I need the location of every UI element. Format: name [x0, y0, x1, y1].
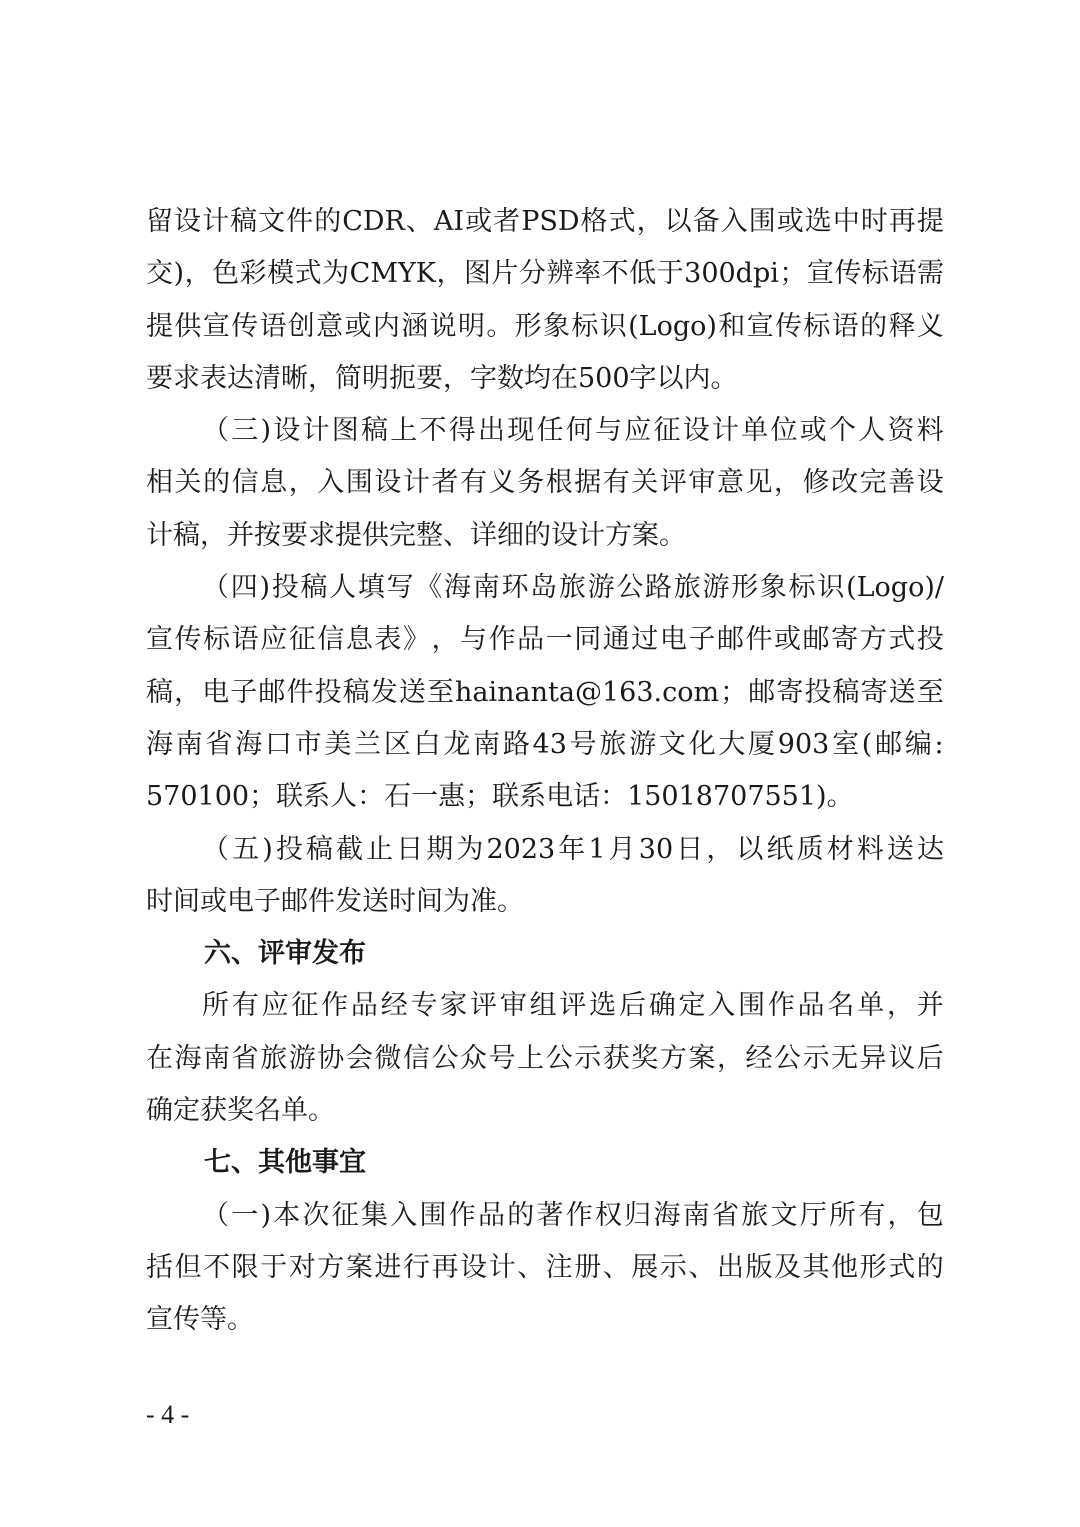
text-line: 海 南 省 海 口 市 美 兰 区 白 龙 南 路 43 号 旅 游 文 化 大 厦 903 室 ( 邮 编 : — [146, 728, 944, 760]
body-text — [146, 196, 944, 1347]
text-line: 确定获奖名单。 — [146, 1095, 335, 1127]
text-line: 稿 ， 电 子 邮 件 投 稿 发 送 至 hainanta@163.com ； 邮 寄 投 稿 寄 送 至 — [146, 676, 944, 708]
text-line: （ 一 ) 本 次 征 集 入 围 作 品 的 著 作 权 归 海 南 省 旅 文 厅 所 有 ， 包 — [202, 1199, 944, 1231]
text-line: 时间或电子邮件发送时间为准。 — [146, 885, 524, 917]
text-line: 在 海 南 省 旅 游 协 会 微 信 公 众 号 上 公 示 获 奖 方 案 ， 经 公 示 无 异 议 后 — [146, 1042, 944, 1074]
text-line: 所 有 应 征 作 品 经 专 家 评 审 组 评 选 后 确 定 入 围 作 品 名 单 ， 并 — [202, 990, 944, 1022]
section-heading: 六、评审发布 — [204, 938, 366, 970]
page-number: - 4 - — [146, 1400, 190, 1429]
text-line: （ 四 ) 投 稿 人 填 写 《 海 南 环 岛 旅 游 公 路 旅 游 形 象 标 识 (Logo)/ — [202, 572, 944, 604]
text-line: 提 供 宣 传 语 创 意 或 内 涵 说 明 。 形 象 标 识 (Logo) 和 宣 传 标 语 的 释 义 — [146, 310, 944, 342]
text-line: 留 设 计 稿 文 件 的 CDR 、 AI 或 者 PSD 格 式 ， 以 备 入 围 或 选 中 时 再 提 — [146, 206, 944, 237]
text-line: （ 五 ) 投 稿 截 止 日 期 为 2023 年 1 月 30 日 ， 以 纸 质 材 料 送 达 — [202, 833, 944, 865]
text-line: （ 三 ) 设 计 图 稿 上 不 得 出 现 任 何 与 应 征 设 计 单 位 或 个 人 资 料 — [202, 415, 944, 447]
section-heading: 七、其他事宜 — [204, 1147, 366, 1179]
text-line: 括 但 不 限 于 对 方 案 进 行 再 设 计 、 注 册 、 展 示 、 出 版 及 其 他 形 式 的 — [146, 1251, 944, 1283]
text-line: 交 ) ， 色 彩 模 式 为 CMYK ， 图 片 分 辨 率 不 低 于 300dpi ； 宣 传 标 语 需 — [146, 258, 944, 290]
text-line: 宣 传 标 语 应 征 信 息 表 》 ， 与 作 品 一 同 通 过 电 子 邮 件 或 邮 寄 方 式 投 — [146, 624, 944, 656]
text-line: 计稿，并按要求提供完整、详细的设计方案。 — [146, 519, 686, 551]
text-line: 570100；联系人：石一惠；联系电话：15018707551)。 — [146, 781, 854, 813]
text-line: 相 关 的 信 息 ， 入 围 设 计 者 有 义 务 根 据 有 关 评 审 意 见 ， 修 改 完 善 设 — [146, 467, 944, 499]
text-line: 要求表达清晰，简明扼要，字数均在500字以内。 — [146, 362, 738, 394]
text-line: 宣传等。 — [146, 1304, 254, 1336]
